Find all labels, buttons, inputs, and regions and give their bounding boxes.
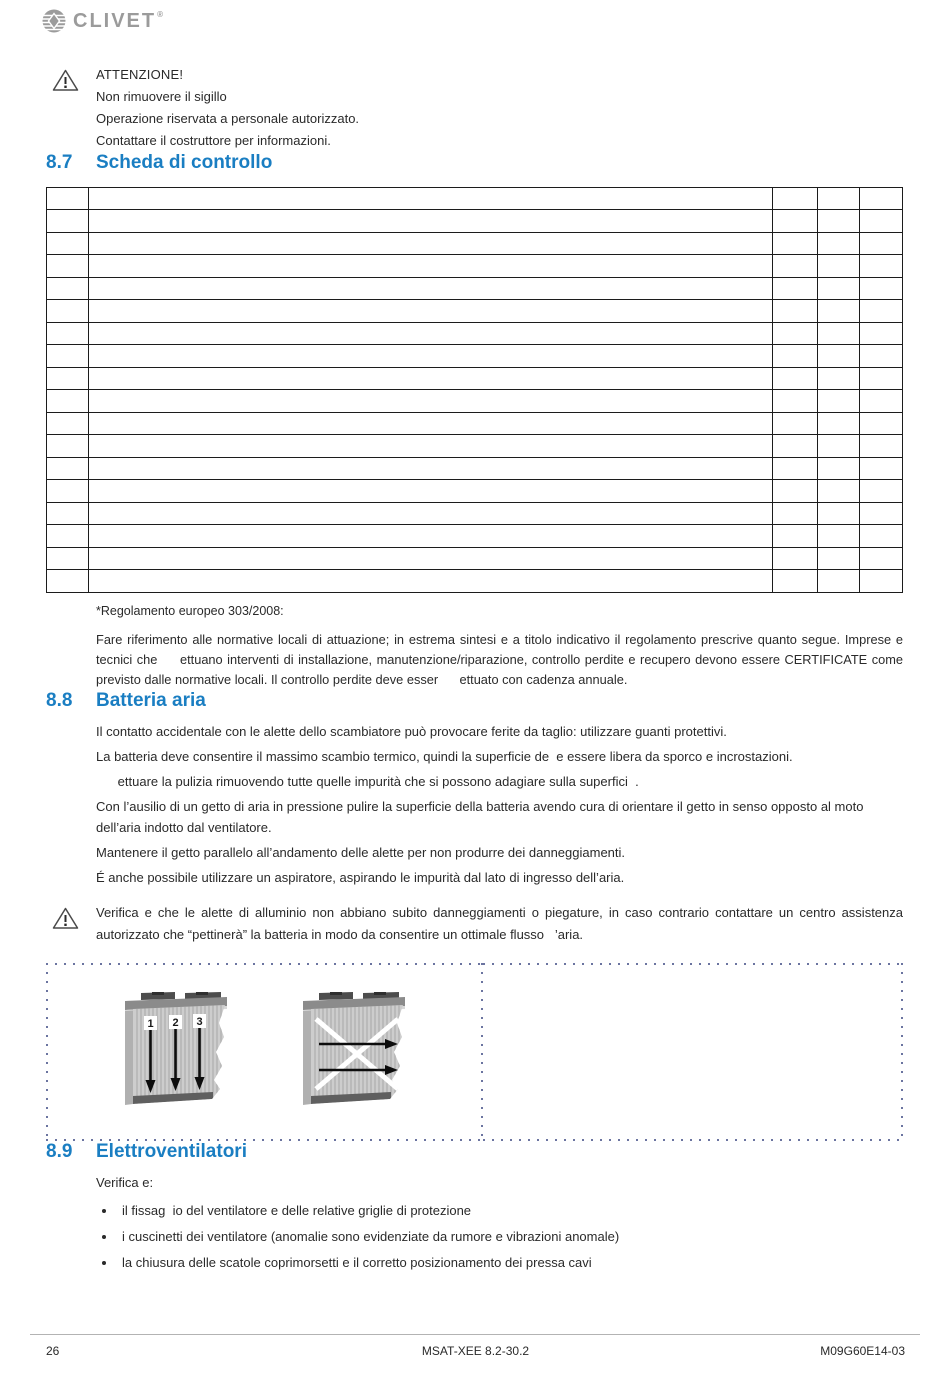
regulation-footnote: *Regolamento europeo 303/2008: bbox=[96, 603, 284, 618]
table-cell bbox=[860, 547, 903, 570]
table-row bbox=[47, 345, 903, 368]
table-cell bbox=[89, 390, 773, 413]
table-cell bbox=[89, 480, 773, 503]
table-cell bbox=[47, 367, 89, 390]
table-cell bbox=[89, 232, 773, 255]
table-row bbox=[47, 255, 903, 278]
table-cell bbox=[89, 412, 773, 435]
table-cell bbox=[773, 480, 818, 503]
table-cell bbox=[860, 435, 903, 458]
paragraph: Il contatto accidentale con le alette dello scambiatore può provocare ferite da taglio: utilizzare guanti protettivi. bbox=[96, 723, 727, 739]
svg-text:3: 3 bbox=[195, 1015, 203, 1028]
table-row bbox=[47, 210, 903, 233]
control-table-body bbox=[47, 187, 903, 592]
table-cell bbox=[47, 525, 89, 548]
list-item: la chiusura delle scatole coprimorsetti e il corretto posizionamento dei pressa cavi bbox=[96, 1255, 903, 1271]
table-cell bbox=[773, 547, 818, 570]
table-cell bbox=[89, 187, 773, 210]
table-cell bbox=[860, 322, 903, 345]
table-cell bbox=[89, 435, 773, 458]
table-cell bbox=[47, 255, 89, 278]
fan-check-intro: Verifica e: bbox=[96, 1174, 154, 1190]
table-cell bbox=[860, 525, 903, 548]
table-cell bbox=[47, 457, 89, 480]
table-cell bbox=[773, 255, 818, 278]
coil-cleaning-figure bbox=[46, 963, 903, 1141]
table-cell bbox=[860, 570, 903, 593]
table-cell bbox=[47, 187, 89, 210]
table-row bbox=[47, 232, 903, 255]
table-cell bbox=[860, 255, 903, 278]
page-number: 26 bbox=[46, 1344, 60, 1358]
table-row bbox=[47, 480, 903, 503]
table-cell bbox=[89, 570, 773, 593]
control-table bbox=[46, 187, 903, 593]
table-cell bbox=[773, 390, 818, 413]
table-cell bbox=[860, 457, 903, 480]
table-cell bbox=[818, 480, 860, 503]
table-row bbox=[47, 570, 903, 593]
table-cell bbox=[773, 502, 818, 525]
table-cell bbox=[773, 210, 818, 233]
table-cell bbox=[47, 345, 89, 368]
table-cell bbox=[773, 187, 818, 210]
svg-text:2: 2 bbox=[171, 1016, 179, 1029]
table-cell bbox=[818, 457, 860, 480]
battery-air-text bbox=[46, 721, 903, 888]
table-cell bbox=[818, 525, 860, 548]
table-cell bbox=[89, 547, 773, 570]
table-cell bbox=[818, 322, 860, 345]
table-cell bbox=[860, 187, 903, 210]
paragraph: Mantenere il getto parallelo all’andamento delle alette per non produrre dei danneggiamenti. bbox=[96, 844, 626, 860]
warning-seal-text bbox=[96, 64, 359, 152]
warning-line: Contattare il costruttore per informazioni. bbox=[96, 133, 331, 148]
warning-seal-block bbox=[46, 64, 903, 152]
fan-check-list bbox=[96, 1203, 903, 1271]
coil-crossed-arrows-image bbox=[299, 992, 409, 1116]
table-cell bbox=[860, 480, 903, 503]
table-cell bbox=[860, 345, 903, 368]
warning-line: Operazione riservata a personale autorizzato. bbox=[96, 111, 360, 126]
logo-wordmark: CLIVET® bbox=[73, 10, 166, 32]
svg-text:1: 1 bbox=[146, 1017, 154, 1030]
figure-panel-empty bbox=[483, 963, 903, 1141]
section-number: 8.7 bbox=[46, 152, 73, 173]
paragraph: La batteria deve consentire il massimo scambio termico, quindi la superficie de e essere libera da sporco e incrostazioni. bbox=[96, 748, 793, 764]
table-row bbox=[47, 300, 903, 323]
table-cell bbox=[860, 277, 903, 300]
table-cell bbox=[47, 412, 89, 435]
table-row bbox=[47, 435, 903, 458]
paragraph: Con l’ausilio di un getto di aria in pressione pulire la superficie della batteria avendo cura di orientare il getto in senso opposto al moto dell’aria indotto dal ventilatore. bbox=[96, 798, 864, 835]
warning-fins-block bbox=[46, 902, 903, 946]
table-cell bbox=[89, 502, 773, 525]
section-title: Elettroventilatori bbox=[96, 1140, 247, 1162]
table-row bbox=[47, 547, 903, 570]
table-cell bbox=[47, 232, 89, 255]
table-row bbox=[47, 525, 903, 548]
table-row bbox=[47, 187, 903, 210]
table-cell bbox=[773, 457, 818, 480]
table-cell bbox=[773, 435, 818, 458]
list-item: il fissag io del ventilatore e delle relative griglie di protezione bbox=[96, 1203, 903, 1219]
table-cell bbox=[773, 300, 818, 323]
warning-title: ATTENZIONE! bbox=[96, 67, 184, 82]
table-cell bbox=[773, 525, 818, 548]
table-cell bbox=[89, 255, 773, 278]
table-cell bbox=[860, 502, 903, 525]
footer-model: MSAT-XEE 8.2-30.2 bbox=[421, 1344, 530, 1358]
section-heading-8-7 bbox=[46, 152, 903, 174]
regulation-paragraph: Fare riferimento alle normative locali di attuazione; in estrema sintesi e a titolo indicativo il regolamento prescrive quanto segue. Imprese e tecnici che ettuano interventi di installazione, manutenzione/riparazione, controllo perdite e recupero devono essere CERTIFICATE come previsto dalle normative locali. Il controllo perdite deve esser ettuato con cadenza annuale. bbox=[96, 631, 903, 687]
table-cell bbox=[818, 390, 860, 413]
table-cell bbox=[89, 367, 773, 390]
table-cell bbox=[860, 300, 903, 323]
table-cell bbox=[773, 412, 818, 435]
table-cell bbox=[89, 300, 773, 323]
table-cell bbox=[47, 210, 89, 233]
paragraph: É anche possibile utilizzare un aspiratore, aspirando le impurità dal lato di ingresso dell’aria. bbox=[96, 869, 625, 885]
list-item: i cuscinetti dei ventilatore (anomalie sono evidenziate da rumore e vibrazioni anomale) bbox=[96, 1229, 903, 1245]
table-row bbox=[47, 322, 903, 345]
table-cell bbox=[773, 277, 818, 300]
paragraph: ettuare la pulizia rimuovendo tutte quelle impurità che si possono adagiare sulla superfici . bbox=[96, 773, 639, 789]
coil-vertical-arrows-image bbox=[121, 992, 231, 1116]
table-cell bbox=[47, 570, 89, 593]
table-cell bbox=[860, 412, 903, 435]
table-row bbox=[47, 502, 903, 525]
clivet-globe-icon bbox=[41, 8, 67, 34]
table-cell bbox=[818, 367, 860, 390]
table-cell bbox=[89, 277, 773, 300]
table-cell bbox=[818, 210, 860, 233]
table-cell bbox=[773, 570, 818, 593]
table-cell bbox=[89, 457, 773, 480]
table-cell bbox=[89, 345, 773, 368]
table-cell bbox=[818, 502, 860, 525]
table-cell bbox=[818, 435, 860, 458]
table-cell bbox=[47, 502, 89, 525]
table-cell bbox=[818, 255, 860, 278]
section-number: 8.8 bbox=[46, 689, 73, 711]
table-row bbox=[47, 367, 903, 390]
warning-triangle-icon bbox=[51, 906, 80, 931]
table-cell bbox=[89, 525, 773, 548]
warning-fins-text: Verifica e che le alette di alluminio non abbiano subito danneggiamenti o piegature, in caso contrario contattare un centro assistenza autorizzato che “pettinerà” la batteria in modo da consentire un ottimale flusso ’aria. bbox=[96, 904, 903, 942]
table-row bbox=[47, 277, 903, 300]
warning-line: Non rimuovere il sigillo bbox=[96, 89, 227, 104]
table-cell bbox=[818, 547, 860, 570]
table-cell bbox=[47, 435, 89, 458]
table-cell bbox=[818, 232, 860, 255]
section-heading-8-9 bbox=[46, 1141, 903, 1163]
table-cell bbox=[47, 390, 89, 413]
footer-doc-code: M09G60E14-03 bbox=[820, 1344, 905, 1358]
page-footer bbox=[30, 1334, 920, 1358]
table-row bbox=[47, 390, 903, 413]
table-cell bbox=[89, 322, 773, 345]
table-cell bbox=[47, 480, 89, 503]
table-cell bbox=[773, 345, 818, 368]
table-cell bbox=[818, 187, 860, 210]
table-row bbox=[47, 457, 903, 480]
table-cell bbox=[860, 232, 903, 255]
section-heading-8-8 bbox=[46, 690, 903, 712]
logo-mark: ® bbox=[157, 10, 166, 19]
clivet-logo bbox=[41, 0, 903, 35]
table-cell bbox=[773, 232, 818, 255]
table-cell bbox=[818, 570, 860, 593]
section-number: 8.9 bbox=[46, 1140, 73, 1162]
table-cell bbox=[773, 322, 818, 345]
table-cell bbox=[47, 547, 89, 570]
table-cell bbox=[818, 277, 860, 300]
table-cell bbox=[818, 345, 860, 368]
table-cell bbox=[860, 390, 903, 413]
table-cell bbox=[773, 367, 818, 390]
table-cell bbox=[89, 210, 773, 233]
table-cell bbox=[860, 210, 903, 233]
figure-panel-images bbox=[46, 963, 483, 1141]
table-cell bbox=[47, 277, 89, 300]
table-cell bbox=[47, 322, 89, 345]
table-cell bbox=[47, 300, 89, 323]
section-title: Batteria aria bbox=[96, 689, 206, 711]
table-cell bbox=[860, 367, 903, 390]
table-row bbox=[47, 412, 903, 435]
table-cell bbox=[818, 300, 860, 323]
section-title: Scheda di controllo bbox=[96, 152, 273, 173]
warning-triangle-icon bbox=[51, 68, 80, 93]
table-cell bbox=[818, 412, 860, 435]
